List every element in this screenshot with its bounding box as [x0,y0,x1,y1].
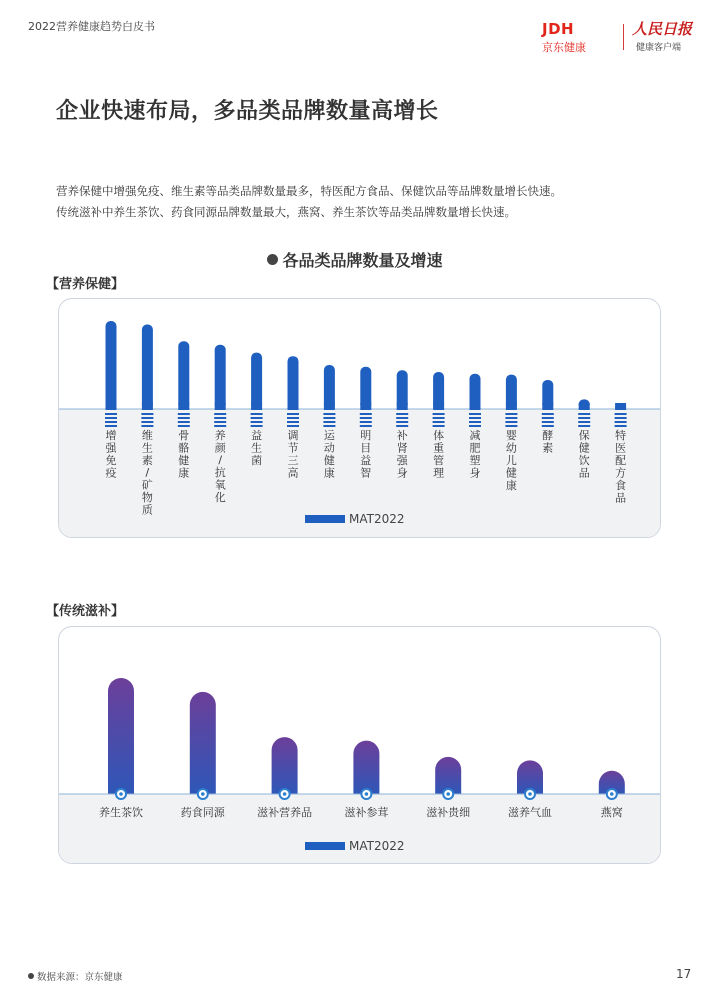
chart-panel-nutrition [58,298,661,538]
bar-base-11 [506,403,517,410]
x-tick-label-1: 维生素/矿物质 [141,429,153,517]
x-tick-label-9: 体重管理 [433,429,445,480]
data-source-text: 数据来源：京东健康 [37,972,123,983]
legend-label: MAT2022 [349,839,405,853]
bar-0 [108,678,134,794]
bar-base-13 [579,403,590,410]
x-tick-label-14: 特医配方食品 [615,429,627,505]
jdh-name: 京东健康 [542,41,586,54]
x-tick-label-5: 滋养气血 [508,806,552,819]
page-headline: 企业快速布局，多品类品牌数量高增长 [56,99,439,124]
x-tick-label-5: 调节三高 [287,429,299,480]
brand-logos [520,20,700,58]
bar-base-2 [178,403,189,410]
bar-base-marker-dot-2 [283,792,287,796]
bar-5 [288,356,299,410]
bar-3 [215,345,226,410]
x-tick-label-1: 药食同源 [180,806,225,819]
panel-label-nutrition: 【营养保健】 [46,277,125,292]
bar-base-marker-dot-1 [201,792,205,796]
bar-base-3 [215,403,226,410]
bar-base-7 [360,403,371,410]
bar-0 [106,321,117,410]
x-tick-label-13: 保健饮品 [578,429,590,480]
bar-base-10 [470,403,481,410]
x-tick-label-6: 燕窝 [600,806,623,819]
bar-3 [353,741,379,794]
x-tick-label-11: 婴幼儿健康 [505,429,517,492]
page-number: 17 [676,967,692,981]
intro-line-2: 传统滋补中养生茶饮、药食同源品牌数量最大，燕窝、养生茶饮等品类品牌数量增长快速。 [56,205,516,219]
legend-label: MAT2022 [349,512,405,526]
x-tick-label-8: 补肾强身 [396,429,408,480]
brand-divider [623,24,624,50]
bar-base-1 [142,403,153,410]
bar-base-marker-dot-0 [119,792,123,796]
section-title-text: 各品类品牌数量及增速 [282,251,443,270]
x-tick-label-12: 酵素 [542,429,554,455]
chart-traditional [59,627,660,863]
intro-line-1: 营养保健中增强免疫、维生素等品类品牌数量最多，特医配方食品、保健饮品等品牌数量增长快速。 [56,184,562,198]
bar-base-0 [106,403,117,410]
rmrb-name: 健康客户端 [636,43,682,53]
jdh-logo: JDH [542,20,575,38]
bar-base-5 [288,403,299,410]
chart-nutrition [59,299,660,537]
bar-base-marker-dot-3 [365,792,369,796]
bar-base-marker-dot-4 [446,792,450,796]
bar-4 [251,353,262,410]
bar-1 [142,325,153,410]
x-tick-label-3: 滋补参茸 [344,806,389,819]
x-tick-label-10: 减肥塑身 [469,429,481,480]
bar-base-8 [397,403,408,410]
x-tick-label-4: 益生菌 [251,429,263,467]
bar-base-9 [433,403,444,410]
x-tick-label-6: 运动健康 [323,429,335,480]
bar-2 [272,737,298,794]
bar-base-4 [251,403,262,410]
bar-2 [178,341,189,410]
x-tick-label-0: 增强免疫 [105,429,117,480]
report-name: 2022营养健康趋势白皮书 [28,20,155,33]
rmrb-logo: 人民日报 [632,20,693,38]
x-tick-label-3: 养颜/抗氧化 [214,429,226,504]
bar-1 [190,692,216,794]
chart-panel-traditional [58,626,661,864]
x-tick-label-4: 滋补贵细 [426,806,471,819]
bar-base-marker-dot-6 [610,792,614,796]
x-tick-label-0: 养生茶饮 [99,806,143,819]
x-tick-label-2: 骨骼健康 [178,429,190,480]
x-tick-label-2: 滋补营养品 [257,806,313,819]
legend-swatch [305,515,345,523]
legend-swatch [305,842,345,850]
data-source [28,969,123,983]
bullet-dot-icon [267,254,278,265]
panel-label-traditional: 【传统滋补】 [46,604,125,619]
bar-base-12 [542,403,553,410]
bullet-dot-icon [28,973,34,979]
section-title [0,248,710,271]
bar-base-6 [324,403,335,410]
bar-base-marker-dot-5 [528,792,532,796]
x-tick-label-7: 明目益智 [360,429,372,480]
bar-base-14 [615,403,626,410]
